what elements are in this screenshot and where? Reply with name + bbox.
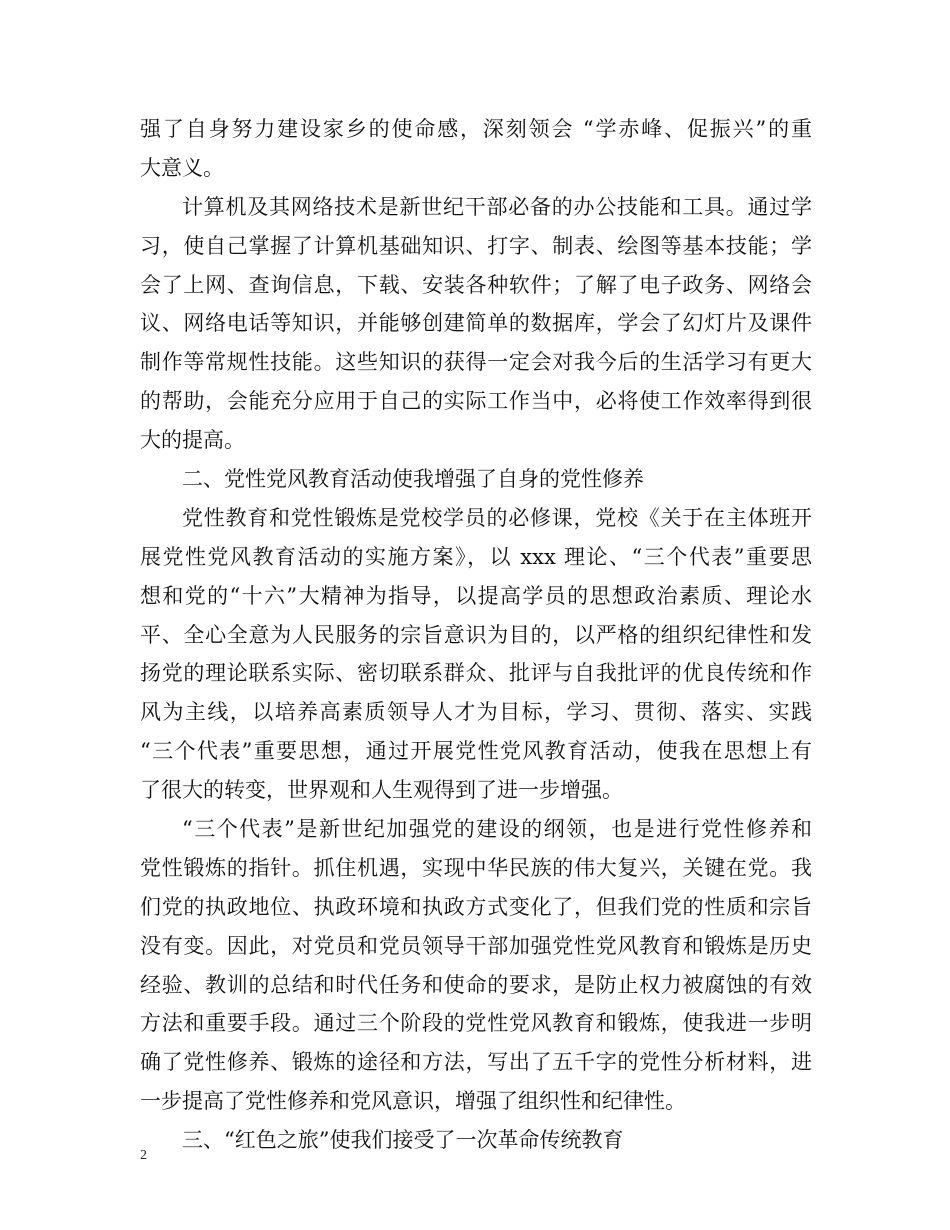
text-line: 强了自身努力建设家乡的使命感，深刻领会 “学赤峰、促振兴”的重: [140, 117, 812, 141]
text-line: 确了党性修养、锻炼的途径和方法，写出了五千字的党性分析材料，进: [140, 1050, 812, 1075]
text-line: 的帮助，会能充分应用于自己的实际工作当中，必将使工作效率得到很: [140, 389, 812, 414]
text-line: 扬党的理论联系实际、密切联系群众、批评与自我批评的优良传统和作: [140, 661, 812, 686]
text-line: 习，使自己掌握了计算机基础知识、打字、制表、绘图等基本技能；学: [140, 233, 812, 258]
paragraph-start-line: 党性教育和党性锻炼是党校学员的必修课，党校《关于在主体班开: [182, 505, 812, 530]
paragraph-start-line: 计算机及其网络技术是新世纪干部必备的办公技能和工具。通过学: [182, 194, 812, 219]
text-line: 风为主线，以培养高素质领导人才为目标，学习、贯彻、落实、实践: [140, 700, 812, 725]
text-line: 平、全心全意为人民服务的宗旨意识为目的，以严格的组织纪律性和发: [140, 622, 812, 647]
text-line: 制作等常规性技能。这些知识的获得一定会对我今后的生活学习有更大: [140, 350, 812, 375]
text-line: 会了上网、查询信息，下载、安装各种软件；了解了电子政务、网络会: [140, 272, 812, 297]
text-line: 想和党的“十六”大精神为指导，以提高学员的思想政治素质、理论水: [140, 583, 812, 608]
text-line: 们党的执政地位、执政环境和执政方式变化了，但我们党的性质和宗旨: [140, 894, 812, 919]
text-line: 没有变。因此，对党员和党员领导干部加强党性党风教育和锻炼是历史: [140, 933, 812, 958]
text-line: 一步提高了党性修养和党风意识，增强了组织性和纪律性。: [140, 1089, 686, 1114]
text-line: 大的提高。: [140, 428, 245, 453]
text-line: 了很大的转变，世界观和人生观得到了进一步增强。: [140, 778, 623, 803]
page-number: 2: [140, 1148, 147, 1163]
text-line: “三个代表”重要思想，通过开展党性党风教育活动，使我在思想上有: [140, 739, 812, 764]
body-text: [140, 110, 812, 1160]
section-heading: 三、“红色之旅”使我们接受了一次革命传统教育: [182, 1128, 624, 1153]
text-line: 经验、教训的总结和时代任务和使命的要求，是防止权力被腐蚀的有效: [140, 972, 812, 997]
text-line: 议、网络电话等知识，并能够创建简单的数据库，学会了幻灯片及课件: [140, 311, 812, 336]
text-line: 展党性党风教育活动的实施方案》，以 xxx 理论、“三个代表”重要思: [140, 544, 812, 569]
text-line: 方法和重要手段。通过三个阶段的党性党风教育和锻炼，使我进一步明: [140, 1011, 812, 1036]
text-line: 党性锻炼的指针。抓住机遇，实现中华民族的伟大复兴，关键在党。我: [140, 855, 812, 880]
text-line: 大意义。: [140, 155, 224, 180]
paragraph-start-line: “三个代表”是新世纪加强党的建设的纲领，也是进行党性修养和: [182, 817, 812, 842]
section-heading: 二、党性党风教育活动使我增强了自身的党性修养: [182, 467, 644, 492]
